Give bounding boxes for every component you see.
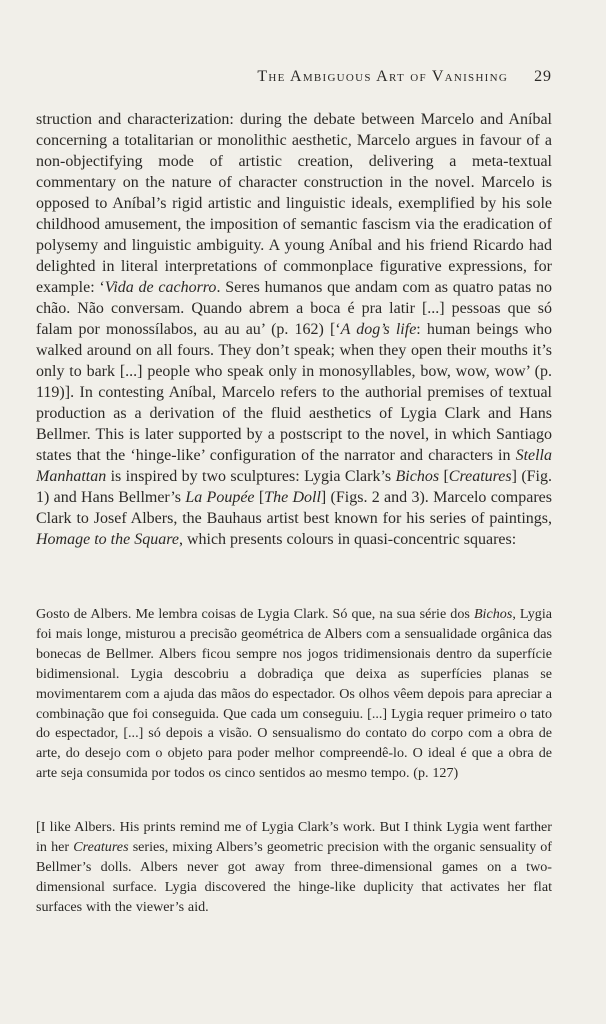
text-run: [I like Albers. His prints remind me of Lygia Clark’s work. But I think Lygia went farther in her	[36, 819, 552, 855]
text-run: . Seres humanos que andam com as quatro patas no chão. Não conversam. Quando abrem a boca é pra latir [...] pessoas que só falam por monossílabos, au au au’ (p. 162) [‘	[36, 279, 553, 338]
text-run: series, mixing Albers’s geometric precision with the organic sensuality of Bellmer’s dolls. Albers never got away from three-dimensional games on a two-dimensional surface. Lygia discovered the hinge-like duplicity that activates her flat surfaces with the viewer’s aid.	[36, 838, 552, 915]
text-run: : human beings who walked around on all fours. They don’t speak; when they open their mouths it’s only to bark [...] people who speak only in monosyllables, bow, wow, wow’ (p. 119)]. In contesting Aníbal, Marcelo refers to the authorial premises of textual production as a derivation of the fluid aesthetics of Lygia Clark and Hans Bellmer. This is later supported by a postscript to the novel, in which Santiago states that the ‘hinge-like’ configuration of the narrator and characters in	[36, 321, 552, 464]
page-number: 29	[534, 68, 552, 85]
text-run: Gosto de Albers. Me lembra coisas de Lygia Clark. Só que, na sua série dos	[36, 606, 474, 622]
text-run: [	[439, 468, 449, 485]
italic-run: La Poupée	[185, 489, 255, 506]
italic-run: Homage to the Square	[36, 531, 179, 548]
text-run: , Lygia foi mais longe, misturou a precisão geométrica de Albers com a sensualidade orgânica das bonecas de Bellmer. Albers ficou sempre nos jogos tridimensionais dentro da superfície bidimensional. Lygia descobriu a dobradiça que deixa as superfícies planas se movimentarem com a ajuda das mãos do espectador. Os olhos vêem depois para apreciar a combinação que foi conseguida. Que cada um conseguiu. [...] Lygia requer primeiro o tato do espectador, [...] só depois a visão. O sensualismo do contato do corpo com a obra de arte, do desejo com o objeto para poder melhor compreendê-lo. O ideal é que a obra de arte seja consumida por todos os cinco sentidos ao mesmo tempo. (p. 127)	[36, 606, 553, 782]
text-run: struction and characterization: during the debate between Marcelo and Aníbal concerning a totalitarian or monolithic aesthetic, Marcelo argues in favour of a non-objectifying mode of artistic creation, delivering a meta-textual commentary on the nature of character construction in the novel. Marcelo is opposed to Aníbal’s rigid artistic and linguistic ideals, exemplified by his sole childhood amusement, the imposition of semantic fascism via the eradication of polysemy and linguistic ambiguity. A young Aníbal and his friend Ricardo had delighted in literal interpretations of commonplace figurative expressions, for example: ‘	[36, 111, 552, 296]
block-quote-translation	[36, 818, 552, 918]
italic-run: Bichos	[473, 606, 513, 622]
quote-text	[36, 605, 552, 784]
italic-run: Bichos	[395, 468, 440, 485]
italic-run: Stella Manhattan	[36, 447, 552, 485]
body-paragraph	[36, 109, 552, 550]
italic-run: The Doll	[264, 489, 321, 506]
italic-run: Vida de cachorro	[104, 279, 217, 296]
text-run: is inspired by two sculptures: Lygia Clark’s	[106, 468, 396, 485]
text-run: [	[254, 489, 265, 506]
italic-run: Creatures	[448, 468, 512, 485]
italic-run: Creatures	[73, 838, 129, 855]
text-run: ] (Fig. 1) and Hans Bellmer’s	[36, 468, 552, 506]
paragraph-text	[36, 109, 552, 550]
running-title: The Ambiguous Art of Vanishing	[257, 68, 509, 85]
running-head	[36, 68, 552, 90]
block-quote-portuguese	[36, 605, 552, 784]
text-run: ] (Figs. 2 and 3). Marcelo compares Clark to Josef Albers, the Bauhaus artist best known for his series of paintings,	[36, 489, 553, 527]
italic-run: A dog’s life	[340, 321, 417, 338]
text-run: , which presents colours in quasi-concentric squares:	[178, 531, 517, 548]
quote-text	[36, 818, 552, 918]
